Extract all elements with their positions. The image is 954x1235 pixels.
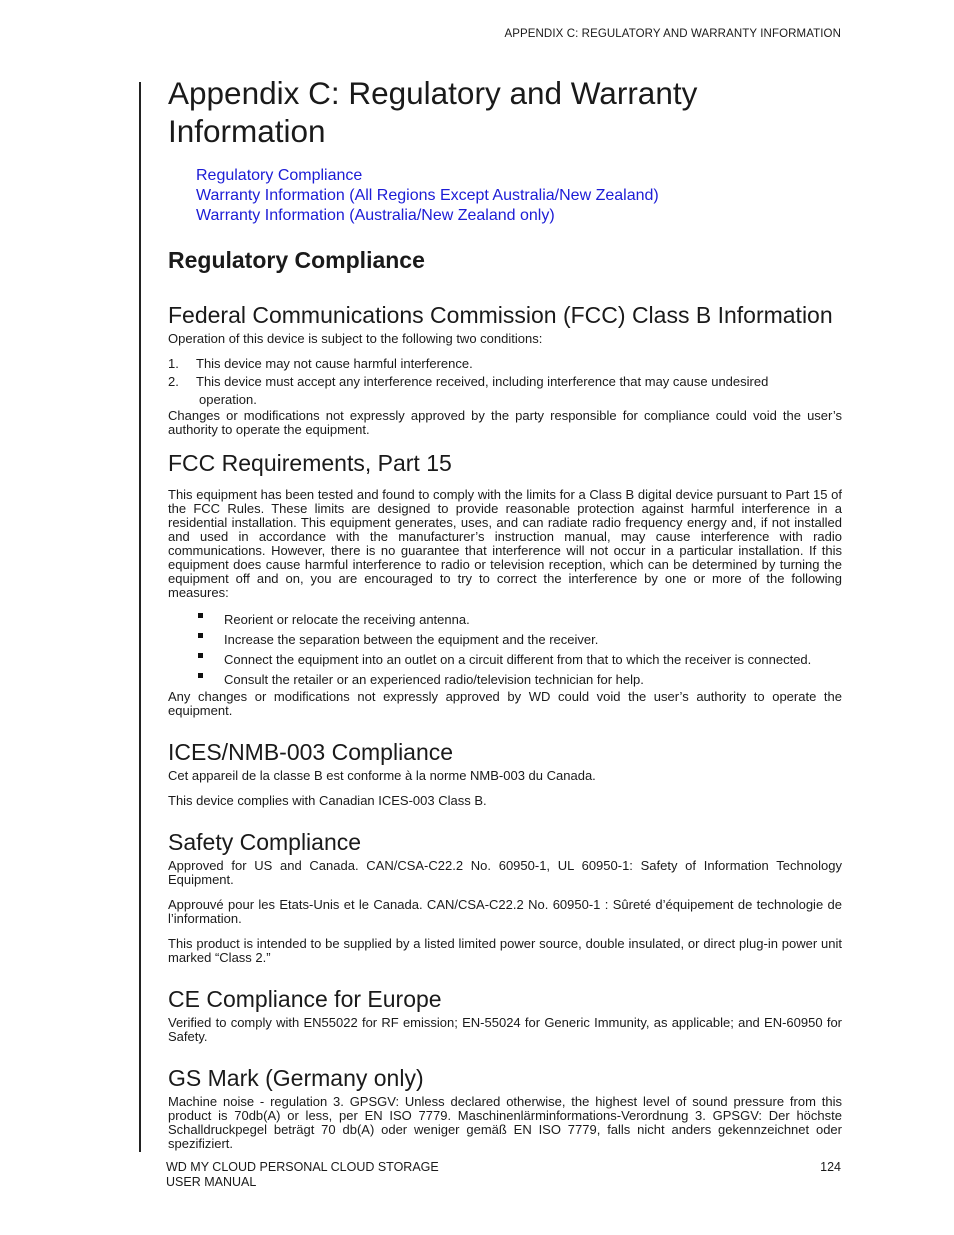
ce-body-text: Verified to comply with EN55022 for RF emission; EN-55024 for Generic Immunity, as applicable; and EN-60950 for Safety. [168,1015,842,1044]
list-item [168,373,842,409]
footer-document-name: USER MANUAL [166,1175,257,1189]
safety-text-2: Approuvé pour les Etats-Unis et le Canada. CAN/CSA-C22.2 No. 60950-1 : Sûreté d’équipement de technologie de l’information. [168,897,842,926]
safety-text-3: This product is intended to be supplied by a listed limited power source, double insulated, or direct plug-in power unit marked “Class 2.” [168,936,842,965]
subsection-heading-fcc: Federal Communications Commission (FCC) Class B Information [168,302,833,328]
list-item-text: Increase the separation between the equipment and the receiver. [224,632,599,647]
bullet-icon [198,673,203,678]
margin-rule [139,82,141,1152]
running-header: APPENDIX C: REGULATORY AND WARRANTY INFORMATION [504,28,841,40]
toc-link-regulatory-compliance[interactable]: Regulatory Compliance [196,167,363,184]
ices-english-text: This device complies with Canadian ICES-003 Class B. [168,793,487,808]
footer-product-name: WD MY CLOUD PERSONAL CLOUD STORAGE [166,1160,439,1174]
subsection-heading-gs: GS Mark (Germany only) [168,1065,424,1091]
list-item-text-continued: operation. [199,392,257,407]
toc-link-warranty-all-regions[interactable]: Warranty Information (All Regions Except Australia/New Zealand) [196,187,659,204]
subsection-heading-safety: Safety Compliance [168,829,362,855]
fcc-changes-text: Changes or modifications not expressly approved by the party responsible for compliance could void the user’s authority to operate the equipment. [168,408,842,437]
list-item [168,355,842,373]
subsection-heading-part15: FCC Requirements, Part 15 [168,450,452,476]
list-item-text: This device may not cause harmful interference. [196,356,473,371]
part15-body-text: This equipment has been tested and found to comply with the limits for a Class B digital device pursuant to Part 15 of the FCC Rules. These limits are designed to provide reasonable protection against harmful interference in a residential installation. This equipment generates, uses, and can radiate radio frequency energy and, if not installed and used in accordance with the manufacturer’s instruction manual, may cause interference with radio communications. However, there is no guarantee that interference will not occur in a particular installation. If this equipment does cause harmful interference to radio or television reception, which can be determined by turning the equipment off and on, you are encouraged to try to correct the interference by one or more of the following measures: [168,487,842,600]
gs-body-text: Machine noise - regulation 3. GPSGV: Unless declared otherwise, the highest level of sound pressure from this product is 70db(A) or less, per EN ISO 7779. Maschinenlärminformations-Verordnung 3. GPSGV: Der höchste Schalldruckpegel beträgt 70 db(A) oder weniger gemäß EN ISO 7779, falls nicht anders gekennzeichnet oder spezifiziert. [168,1094,842,1151]
fcc-conditions-list [168,355,842,409]
list-item-text: Reorient or relocate the receiving antenna. [224,612,470,627]
page-number: 124 [820,1160,841,1174]
bullet-icon [198,653,203,658]
list-item [168,610,842,630]
list-item-number: 2. [168,374,179,389]
page-footer [166,1160,439,1190]
subsection-heading-ce: CE Compliance for Europe [168,986,442,1012]
subsection-heading-ices: ICES/NMB-003 Compliance [168,739,454,765]
section-heading-regulatory: Regulatory Compliance [168,247,425,273]
list-item [168,650,842,670]
bullet-icon [198,633,203,638]
table-of-contents [196,166,842,226]
list-item-text: Consult the retailer or an experienced radio/television technician for help. [224,672,644,687]
list-item-number: 1. [168,356,179,371]
part15-changes-text: Any changes or modifications not expressly approved by WD could void the user’s authority to operate the equipment. [168,689,842,718]
bullet-icon [198,613,203,618]
toc-link-warranty-anz[interactable]: Warranty Information (Australia/New Zealand only) [196,207,555,224]
page-title: Appendix C: Regulatory and Warranty Information [168,75,698,149]
list-item-text: Connect the equipment into an outlet on a circuit different from that to which the receiver is connected. [224,652,812,667]
page-content [168,74,842,1151]
list-item [168,630,842,650]
part15-measures-list [168,610,842,690]
list-item-text: This device must accept any interference received, including interference that may cause undesired [196,374,769,389]
ices-french-text: Cet appareil de la classe B est conforme à la norme NMB-003 du Canada. [168,768,596,783]
fcc-intro-text: Operation of this device is subject to the following two conditions: [168,331,543,346]
safety-text-1: Approved for US and Canada. CAN/CSA-C22.2 No. 60950-1, UL 60950-1: Safety of Information Technology Equipment. [168,858,842,887]
list-item [168,670,842,690]
